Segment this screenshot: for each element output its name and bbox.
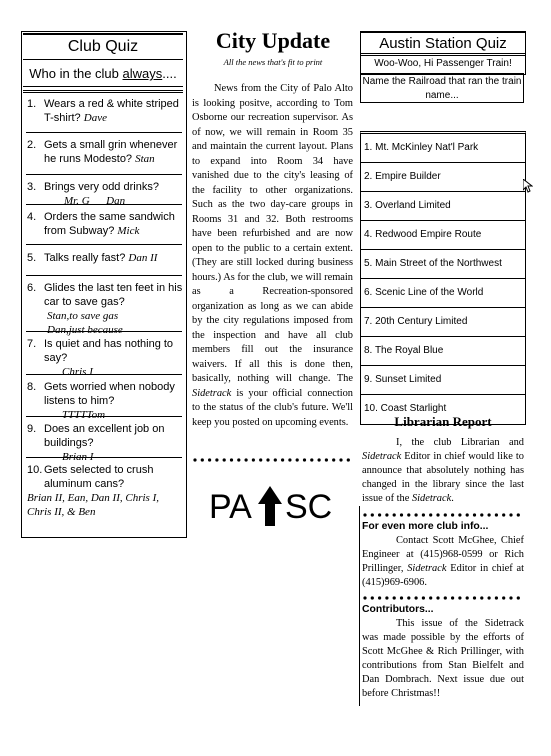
logo-text-right: SC xyxy=(285,488,333,526)
question-number: 7. xyxy=(27,338,37,350)
question-number: 3. xyxy=(27,181,37,193)
station-quiz-option: 2. Empire Builder xyxy=(361,163,525,192)
question-answer: Brian II, Ean, Dan II, Chris I, Chris II, & Ben xyxy=(27,492,162,518)
station-quiz-option: 1. Mt. McKinley Nat'l Park xyxy=(361,134,525,163)
question-text: Talks really fast? xyxy=(44,252,126,264)
station-quiz-option: 3. Overland Limited xyxy=(361,192,525,221)
contributors-body: This issue of the Sidetrack was made possible by the efforts of Scott McGhee & Rich Prillinger, with contributions from Stan Bielfelt and Dan Dombrach. Next issue due out before Christmas!! xyxy=(362,618,524,699)
question-separator xyxy=(26,204,182,205)
dotted-divider xyxy=(362,512,524,518)
dotted-divider xyxy=(192,457,353,463)
lib-text-3: . xyxy=(451,493,454,504)
question-answer: TTTTTom xyxy=(62,409,106,421)
question-separator xyxy=(26,374,182,375)
question-body xyxy=(44,337,184,379)
librarian-report-text xyxy=(362,436,524,506)
city-update-tagline: All the news that's fit to print xyxy=(223,57,323,67)
subtitle-prefix: Who in the club xyxy=(29,66,123,81)
more-info-heading: For even more club info... xyxy=(362,521,489,532)
question-answer: Stan xyxy=(135,153,155,165)
question-separator xyxy=(26,416,182,417)
more-info-text xyxy=(362,534,524,590)
question-answer: Stan,to save gas Dan,just because xyxy=(47,310,123,336)
question-text: Wears a red & white striped T-shirt? xyxy=(44,98,179,124)
question-text: Gets a small grin whenever he runs Modesto? xyxy=(44,139,178,165)
station-quiz-option: 6. Scenic Line of the World xyxy=(361,279,525,308)
info-text-1: Contact Scott McGhee, Chief Engineer at (415)968-0599 or Rich Prillinger, xyxy=(362,535,524,574)
question-text: Is quiet and has nothing to say? xyxy=(44,338,174,364)
question-body xyxy=(44,210,184,238)
question-number: 1. xyxy=(27,98,37,110)
question-answer: Chris I xyxy=(62,366,93,378)
article-text-2: is your official connection to the status of the club's future. We'll keep you posted on upcoming events. xyxy=(192,387,353,428)
question-answer: Brian I xyxy=(62,451,94,463)
question-text: Gets selected to crush aluminum cans? xyxy=(44,464,154,490)
contributors-text xyxy=(362,617,524,701)
question-body xyxy=(44,281,184,337)
station-quiz-option: 7. 20th Century Limited xyxy=(361,308,525,337)
question-answer: Mick xyxy=(117,225,140,237)
station-quiz-title: Austin Station Quiz xyxy=(360,31,526,56)
station-quiz-option: 5. Main Street of the Northwest xyxy=(361,250,525,279)
club-quiz-box xyxy=(21,31,187,538)
info-text-2: Editor in chief at (415)969-6906. xyxy=(362,563,524,588)
question-separator xyxy=(26,275,182,276)
question-separator xyxy=(26,244,182,245)
question-separator xyxy=(26,132,182,133)
question-answer: Mr. G Dan xyxy=(64,195,126,207)
question-number: 6. xyxy=(27,282,37,294)
pasc-logo xyxy=(207,482,342,528)
lib-text-1: I, the club Librarian and xyxy=(396,437,524,448)
question-answer: Dan II xyxy=(128,252,158,264)
logo-text-left: PA xyxy=(209,488,252,526)
city-update-title: City Update xyxy=(215,28,331,53)
question-separator xyxy=(26,457,182,458)
lib-text-2: Editor in chief would like to announce that absolutely nothing has changed in the library since the last issue of the xyxy=(362,451,524,504)
question-body xyxy=(44,251,184,265)
station-quiz-options xyxy=(360,131,526,425)
question-number: 5. xyxy=(27,252,37,264)
subtitle-suffix: .... xyxy=(162,66,177,81)
question-number: 8. xyxy=(27,381,37,393)
station-quiz-intro: Woo-Woo, Hi Passenger Train! xyxy=(360,53,526,75)
article-italic: Sidetrack xyxy=(192,387,232,399)
info-italic: Sidetrack xyxy=(407,563,447,574)
station-quiz-question: Name the Railroad that ran the train name... xyxy=(360,73,524,103)
question-text: Brings very odd drinks? xyxy=(44,181,159,193)
question-body xyxy=(44,138,184,166)
question-number: 2. xyxy=(27,139,37,151)
dotted-divider xyxy=(362,595,524,601)
contributors-heading: Contributors... xyxy=(362,604,434,615)
question-answer: Dave xyxy=(83,112,107,124)
question-number: 4. xyxy=(27,211,37,223)
question-body xyxy=(44,97,184,125)
question-separator xyxy=(26,331,182,332)
right-lower-column xyxy=(362,436,524,701)
librarian-report-title: Librarian Report xyxy=(394,414,492,429)
lib-italic-1: Sidetrack xyxy=(362,451,402,462)
club-quiz-title: Club Quiz xyxy=(23,33,183,60)
question-number: 10. xyxy=(27,464,43,476)
question-text: Orders the same sandwich from Subway? xyxy=(44,211,175,237)
article-text-1: News from the City of Palo Alto is looking positve, according to Tom Osborne our recreation supervisor. As of now, we will remain in Room 35 and maintain the current layout. Plans to expand into Room 34 have vanished due to the city's leasing of the facility to other organizations. Such as the two day-care groups in Rooms 31 and 32. Both restrooms have been refurbished and are now open to the public to a certain extent. (They are still locked during business hours.) As for the club, we will remain as a Recreation-sponsored organization as long as we can abide by the city regulations imposed from the inspection and have all club members fill out the insurance waivers. If all this is done then, basically, nothing will change. The xyxy=(192,83,353,384)
city-update-article xyxy=(192,82,353,430)
station-quiz-option: 8. The Royal Blue xyxy=(361,337,525,366)
mouse-cursor-icon xyxy=(523,179,533,193)
logo-arrow-icon xyxy=(258,486,282,526)
question-separator xyxy=(26,174,182,175)
station-quiz-option: 4. Redwood Empire Route xyxy=(361,221,525,250)
column-rule xyxy=(359,506,360,706)
question-number: 9. xyxy=(27,423,37,435)
lib-italic-2: Sidetrack xyxy=(411,493,452,504)
question-text: Gets worried when nobody listens to him? xyxy=(44,381,175,407)
double-rule xyxy=(23,90,183,93)
subtitle-emphasis: always xyxy=(122,66,163,81)
club-quiz-subtitle xyxy=(23,62,183,87)
question-text: Does an excellent job on buildings? xyxy=(44,423,165,449)
station-quiz-option: 9. Sunset Limited xyxy=(361,366,525,395)
station-quiz-option: 10. Coast Starlight xyxy=(364,403,447,414)
question-text: Glides the last ten feet in his car to save gas? xyxy=(44,282,183,308)
